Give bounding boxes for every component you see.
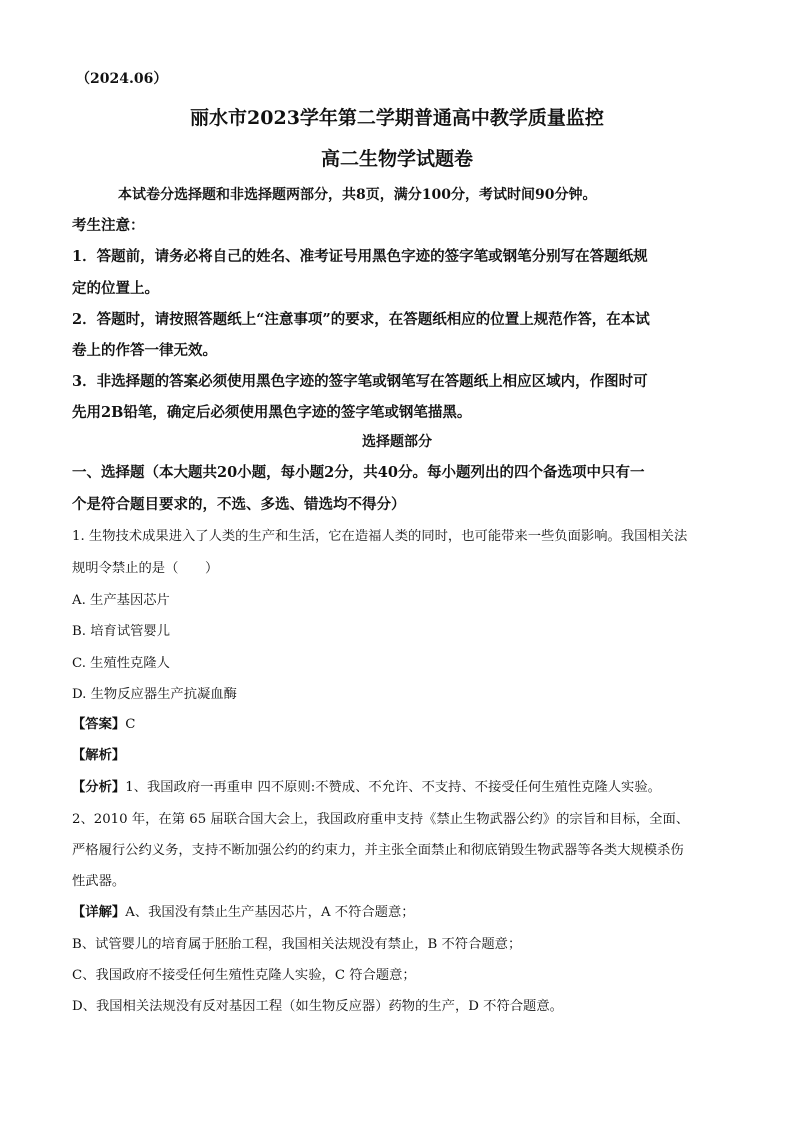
part-one-instructions: 一、选择题（本大题共20小题，每小题2分，共40分。每小题列出的四个备选项中只有一 xyxy=(72,464,645,481)
detail-line xyxy=(72,901,415,920)
detail-line: B、试管婴儿的培育属于胚胎工程，我国相关法规没有禁止，B 不符合题意； xyxy=(72,937,522,952)
detail-line: C、我国政府不接受任何生殖性克隆人实验，C 符合题意； xyxy=(72,968,416,983)
notice-line: 1．答题前，请务必将自己的姓名、准考证号用黑色字迹的签字笔或钢笔分别写在答题纸规 xyxy=(72,248,648,265)
option-a: A. 生产基因芯片 xyxy=(72,593,170,608)
option-b: B. 培育试管婴儿 xyxy=(72,624,171,639)
part-one-instructions: 个是符合题目要求的，不选、多选、错选均不得分） xyxy=(72,496,406,513)
analysis-line: 性武器。 xyxy=(72,874,126,889)
fenxi-text: 1、我国政府一再重申 四不原则:不赞成、不允许、不支持、不接受任何生殖性克隆人实验。 xyxy=(125,780,661,795)
answer-tag: 【答案】 xyxy=(72,717,126,732)
analysis-line: 2、2010 年，在第 65 届联合国大会上，我国政府重申支持《禁止生物武器公约》的宗旨和目标，全面、 xyxy=(72,812,690,827)
notice-heading: 考生注意： xyxy=(72,217,145,234)
detail-text: A、我国没有禁止生产基因芯片，A 不符合题意； xyxy=(125,905,415,920)
exam-title: 丽水市2023学年第二学期普通高中教学质量监控 xyxy=(190,107,604,129)
section-title: 选择题部分 xyxy=(362,434,432,450)
notice-line: 定的位置上。 xyxy=(72,280,159,297)
option-d: D. 生物反应器生产抗凝血酶 xyxy=(72,687,237,702)
question-stem: 规明令禁止的是（ ） xyxy=(72,561,219,576)
question-stem: 1. 生物技术成果进入了人类的生产和生活，它在造福人类的同时，也可能带来一些负面影响。我国相关法 xyxy=(72,529,688,544)
option-c: C. 生殖性克隆人 xyxy=(72,656,170,671)
analysis-line xyxy=(72,776,661,795)
notice-line: 先用2B铅笔，确定后必须使用黑色字迹的签字笔或钢笔描黑。 xyxy=(72,404,472,421)
analysis-line: 严格履行公约义务，支持不断加强公约的约束力，并主张全面禁止和彻底销毁生物武器等各类大规模杀伤 xyxy=(72,843,684,858)
exam-subtitle: 高二生物学试题卷 xyxy=(320,148,473,170)
notice-line: 2．答题时，请按照答题纸上“注意事项”的要求，在答题纸相应的位置上规范作答，在本试 xyxy=(72,311,650,328)
answer-line xyxy=(72,713,135,732)
notice-line: 3．非选择题的答案必须使用黑色字迹的签字笔或钢笔写在答题纸上相应区域内，作图时可 xyxy=(72,373,648,390)
fenxi-tag: 【分析】 xyxy=(72,780,126,795)
answer-value: C xyxy=(125,717,136,732)
exam-date: （2024.06） xyxy=(76,71,168,87)
notice-line: 卷上的作答一律无效。 xyxy=(72,342,217,359)
exam-intro: 本试卷分选择题和非选择题两部分，共8页，满分100分，考试时间90分钟。 xyxy=(118,187,597,203)
xiangjie-tag: 【详解】 xyxy=(72,905,126,920)
detail-line: D、我国相关法规没有反对基因工程（如生物反应器）药物的生产，D 不符合题意。 xyxy=(72,999,563,1014)
analysis-tag: 【解析】 xyxy=(72,748,126,763)
